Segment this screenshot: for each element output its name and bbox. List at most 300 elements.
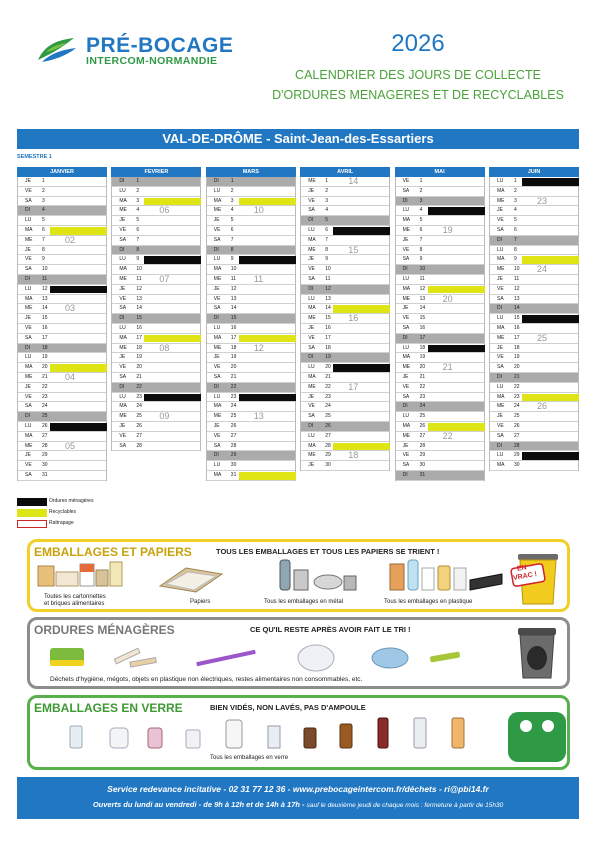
day-name: VE: [25, 393, 32, 400]
papiers-icon: [156, 564, 226, 594]
day-number: 25: [136, 413, 142, 420]
day-name: MA: [119, 266, 127, 273]
day-name: MA: [497, 393, 505, 400]
day-number: 26: [42, 422, 48, 429]
day-row: [207, 314, 295, 324]
day-name: ME: [308, 452, 316, 459]
day-number: 22: [42, 383, 48, 390]
day-row: [396, 304, 484, 314]
collecte-ordures-marker: [522, 178, 579, 186]
day-row: [396, 451, 484, 461]
week-number: 25: [537, 332, 548, 343]
day-row: [396, 412, 484, 422]
footer-hours-line: [17, 800, 579, 809]
day-name: SA: [119, 442, 127, 449]
day-row: [112, 432, 200, 442]
day-name: VE: [497, 217, 504, 224]
day-name: ME: [308, 246, 316, 253]
day-number: 10: [136, 266, 142, 273]
day-row: [396, 216, 484, 226]
collecte-recyclables-marker: [239, 198, 296, 206]
day-number: 29: [514, 452, 520, 459]
day-row: [207, 334, 295, 344]
day-row: [18, 353, 106, 363]
week-number: 22: [442, 430, 453, 441]
day-name: LU: [213, 256, 221, 263]
day-number: 16: [514, 324, 520, 331]
collecte-recyclables-marker: [522, 256, 579, 264]
day-row: [490, 304, 578, 314]
day-number: 5: [514, 217, 517, 224]
day-number: 2: [42, 187, 45, 194]
day-name: ME: [25, 236, 33, 243]
day-number: 12: [514, 285, 520, 292]
day-number: 4: [514, 207, 517, 214]
day-name: DI: [25, 413, 30, 420]
day-name: ME: [497, 266, 505, 273]
day-row: [396, 177, 484, 187]
day-number: 17: [42, 334, 48, 341]
day-name: VE: [213, 364, 221, 371]
day-number: 4: [325, 207, 328, 214]
day-name: ME: [497, 197, 505, 204]
month-header: JUIN: [489, 167, 579, 177]
day-row: [396, 353, 484, 363]
week-number: 14: [348, 176, 359, 186]
day-number: 3: [136, 197, 140, 204]
day-number: 8: [230, 246, 234, 253]
day-name: SA: [497, 295, 504, 302]
document-subtitle: [260, 65, 576, 105]
logo-title: PRÉ-BOCAGE: [86, 34, 234, 57]
day-name: VE: [402, 246, 410, 253]
day-number: 19: [230, 354, 237, 361]
day-row: [490, 442, 578, 452]
day-name: VE: [25, 462, 32, 469]
day-row: [396, 373, 484, 383]
day-row: [490, 246, 578, 256]
day-row: [207, 265, 295, 275]
day-row: [396, 265, 484, 275]
day-name: LU: [119, 256, 126, 263]
day-number: 15: [325, 315, 331, 322]
day-number: 29: [325, 452, 331, 459]
week-number: 15: [348, 244, 359, 255]
day-number: 20: [514, 364, 520, 371]
day-number: 4: [136, 207, 140, 214]
day-number: 4: [419, 207, 423, 214]
day-name: VE: [402, 383, 410, 390]
day-number: 19: [325, 354, 331, 361]
panel-message-emballages: TOUS LES EMBALLAGES ET TOUS LES PAPIERS SE TRIENT !: [216, 547, 440, 556]
day-row: [490, 451, 578, 461]
month-days: [300, 177, 390, 471]
day-name: JE: [497, 207, 503, 214]
day-row: [396, 236, 484, 246]
logo-subtitle: INTERCOM-NORMANDIE: [86, 55, 218, 67]
day-name: DI: [213, 178, 219, 184]
footer-contact-line: Service redevance incitative - 02 31 77 12 36 - www.prebocageintercom.fr/déchets - ri@pbi14.fr: [107, 784, 489, 794]
day-number: 23: [514, 393, 520, 400]
day-row: [207, 461, 295, 471]
day-name: LU: [497, 315, 504, 322]
day-number: 24: [419, 403, 426, 410]
month-column-juin: [489, 167, 579, 471]
day-name: DI: [25, 275, 30, 282]
day-name: VE: [308, 403, 315, 410]
day-number: 9: [325, 256, 328, 263]
day-number: 25: [42, 413, 48, 420]
day-number: 5: [136, 217, 140, 224]
day-row: [490, 177, 578, 187]
day-name: JE: [402, 442, 409, 449]
day-name: MA: [213, 266, 222, 273]
day-row: [301, 216, 389, 226]
day-name: SA: [308, 344, 315, 351]
collecte-recyclables-marker: [333, 305, 390, 313]
leaf-logo-icon: [36, 34, 78, 64]
day-number: 20: [325, 364, 331, 371]
day-name: VE: [497, 285, 504, 292]
day-number: 24: [514, 403, 520, 410]
month-column-avril: [300, 167, 390, 471]
day-row: [207, 275, 295, 285]
day-number: 17: [325, 334, 331, 341]
day-name: JE: [213, 285, 220, 292]
day-name: ME: [25, 305, 33, 312]
day-number: 5: [325, 217, 328, 224]
day-name: VE: [25, 187, 32, 194]
day-name: VE: [402, 178, 410, 184]
day-row: [207, 393, 295, 403]
panel-title-verre: EMBALLAGES EN VERRE: [34, 701, 183, 715]
day-row: [207, 442, 295, 452]
day-number: 5: [419, 217, 423, 224]
day-row: [207, 216, 295, 226]
day-number: 25: [514, 413, 520, 420]
day-number: 13: [230, 295, 237, 302]
day-name: VE: [213, 226, 221, 233]
day-row: [490, 344, 578, 354]
verre-items-icon: [64, 714, 504, 754]
panel-title-ordures: ORDURES MÉNAGÈRES: [34, 623, 175, 637]
day-number: 21: [136, 373, 142, 380]
day-row: [490, 422, 578, 432]
day-row: [396, 432, 484, 442]
day-number: 11: [42, 275, 48, 282]
day-row: [301, 383, 389, 393]
week-number: 02: [65, 234, 76, 245]
month-column-janvier: [17, 167, 107, 481]
day-row: [490, 461, 578, 471]
day-name: LU: [308, 364, 315, 371]
day-number: 13: [514, 295, 520, 302]
day-name: MA: [402, 285, 411, 292]
day-row: [112, 295, 200, 305]
day-row: [301, 451, 389, 461]
week-number: 13: [253, 411, 264, 422]
footer-hours-note: sauf le deuxième jeudi de chaque mois : fermeture à partir de 15h30: [306, 802, 504, 809]
day-number: 28: [136, 442, 142, 449]
day-name: LU: [25, 217, 32, 224]
day-name: SA: [213, 236, 221, 243]
week-number: 26: [537, 401, 548, 412]
day-number: 23: [230, 393, 237, 400]
day-row: [207, 197, 295, 207]
day-name: LU: [25, 354, 32, 361]
footer-hours: Ouverts du lundi au vendredi - de 9h à 12h et de 14h à 17h -: [92, 800, 307, 809]
day-number: 10: [325, 266, 331, 273]
day-number: 27: [42, 432, 48, 439]
day-row: [301, 373, 389, 383]
day-number: 9: [419, 256, 423, 263]
day-number: 7: [42, 236, 45, 243]
day-number: 7: [419, 236, 423, 243]
day-number: 27: [325, 432, 331, 439]
collecte-ordures-marker: [239, 394, 296, 402]
day-number: 28: [230, 442, 237, 449]
collecte-ordures-marker: [333, 227, 390, 235]
semester-label: SEMESTRE 1: [17, 154, 52, 160]
collecte-recyclables-marker: [522, 394, 579, 402]
day-row: [112, 314, 200, 324]
day-name: DI: [402, 334, 408, 341]
day-row: [301, 265, 389, 275]
day-number: 7: [230, 236, 234, 243]
day-number: 2: [325, 187, 328, 194]
day-name: SA: [402, 256, 410, 263]
day-number: 4: [42, 207, 45, 214]
day-name: SA: [25, 403, 32, 410]
week-number: 12: [253, 342, 264, 353]
day-row: [301, 422, 389, 432]
day-name: SA: [119, 236, 127, 243]
day-row: [18, 226, 106, 236]
day-name: VE: [402, 452, 410, 459]
day-row: [490, 402, 578, 412]
day-name: LU: [402, 413, 409, 420]
day-number: 13: [419, 295, 426, 302]
day-name: SA: [402, 393, 410, 400]
legend-label-recyclables: Recyclables: [49, 509, 76, 515]
day-number: 30: [42, 462, 48, 469]
day-row: [112, 412, 200, 422]
day-name: ME: [402, 432, 411, 439]
day-number: 10: [230, 266, 237, 273]
day-number: 30: [419, 462, 426, 469]
day-name: LU: [308, 226, 315, 233]
day-number: 30: [514, 462, 520, 469]
day-number: 21: [42, 373, 48, 380]
day-row: [112, 246, 200, 256]
day-name: MA: [497, 462, 505, 469]
day-number: 6: [325, 226, 328, 233]
day-row: [207, 285, 295, 295]
week-number: 24: [537, 264, 548, 275]
day-name: SA: [213, 373, 221, 380]
day-row: [112, 206, 200, 216]
day-row: [301, 236, 389, 246]
day-number: 10: [42, 266, 48, 273]
day-number: 17: [136, 334, 142, 341]
day-row: [396, 295, 484, 305]
day-number: 24: [325, 403, 331, 410]
day-row: [396, 246, 484, 256]
day-number: 2: [514, 187, 517, 194]
collecte-ordures-marker: [144, 394, 201, 402]
day-row: [490, 314, 578, 324]
day-name: SA: [402, 187, 410, 194]
day-number: 23: [419, 393, 426, 400]
month-column-fevrier: [111, 167, 201, 451]
collecte-ordures-marker: [428, 345, 485, 353]
day-name: LU: [213, 324, 221, 331]
day-name: JE: [213, 354, 220, 361]
day-name: DI: [497, 236, 502, 243]
day-number: 23: [42, 393, 48, 400]
day-name: MA: [308, 236, 316, 243]
day-name: LU: [25, 422, 32, 429]
day-row: [490, 393, 578, 403]
day-name: JE: [25, 383, 31, 390]
day-row: [396, 393, 484, 403]
day-number: 6: [514, 226, 517, 233]
day-name: DI: [213, 246, 219, 253]
day-number: 25: [325, 413, 331, 420]
day-row: [301, 295, 389, 305]
day-number: 16: [42, 324, 48, 331]
day-row: [18, 216, 106, 226]
month-header: JANVIER: [17, 167, 107, 177]
day-row: [207, 422, 295, 432]
day-name: JE: [25, 315, 31, 322]
day-number: 14: [514, 305, 520, 312]
day-name: SA: [308, 413, 315, 420]
day-number: 28: [325, 442, 331, 449]
day-number: 8: [325, 246, 328, 253]
day-number: 1: [42, 178, 45, 184]
day-number: 27: [419, 432, 426, 439]
legend-swatch-rattrapage: [17, 520, 47, 528]
day-number: 7: [514, 236, 517, 243]
day-number: 28: [514, 442, 520, 449]
day-number: 2: [230, 187, 234, 194]
day-number: 14: [136, 305, 142, 312]
day-row: [18, 412, 106, 422]
caption-cartons-2: et briques alimentaires: [44, 601, 105, 607]
day-row: [207, 451, 295, 461]
day-row: [490, 334, 578, 344]
collecte-recyclables-marker: [428, 423, 485, 431]
day-row: [18, 314, 106, 324]
day-number: 27: [514, 432, 520, 439]
day-number: 1: [514, 178, 517, 184]
day-name: LU: [213, 462, 221, 469]
caption-metal: Tous les emballages en métal: [264, 599, 344, 605]
day-number: 15: [230, 315, 237, 322]
day-name: MA: [119, 334, 127, 341]
day-number: 8: [136, 246, 140, 253]
day-name: LU: [213, 187, 221, 194]
day-row: [18, 393, 106, 403]
day-row: [18, 402, 106, 412]
week-number: 21: [442, 362, 453, 373]
day-row: [18, 324, 106, 334]
day-name: JE: [119, 217, 126, 224]
commune-banner: VAL-DE-DRÔME - Saint-Jean-des-Essartiers: [17, 129, 579, 149]
day-row: [112, 363, 200, 373]
day-number: 12: [136, 285, 142, 292]
day-name: MA: [213, 403, 222, 410]
day-number: 18: [514, 344, 520, 351]
day-name: DI: [497, 373, 502, 380]
collecte-ordures-marker: [50, 423, 107, 431]
day-row: [490, 216, 578, 226]
day-number: 22: [419, 383, 426, 390]
day-number: 5: [42, 217, 45, 224]
day-row: [207, 295, 295, 305]
day-number: 2: [136, 187, 140, 194]
collecte-recyclables-marker: [50, 227, 107, 235]
day-row: [301, 334, 389, 344]
day-name: DI: [497, 442, 502, 449]
day-number: 29: [230, 452, 237, 459]
day-number: 28: [42, 442, 48, 449]
badge-vrac: VRAC !: [512, 570, 538, 583]
day-row: [396, 402, 484, 412]
day-row: [18, 236, 106, 246]
day-row: [18, 432, 106, 442]
day-row: [396, 363, 484, 373]
week-number: 23: [537, 195, 548, 206]
day-name: JE: [308, 462, 315, 469]
collecte-recyclables-marker: [239, 472, 296, 480]
day-name: SA: [25, 266, 32, 273]
day-number: 31: [42, 471, 48, 478]
day-name: VE: [402, 315, 410, 322]
day-number: 6: [230, 226, 234, 233]
day-number: 13: [42, 295, 48, 302]
caption-cartons-1: Toutes les cartonnettes: [44, 594, 106, 600]
week-number: 09: [159, 411, 170, 422]
day-name: JE: [119, 285, 126, 292]
day-row: [18, 461, 106, 471]
day-number: 21: [514, 373, 520, 380]
day-name: DI: [402, 197, 408, 204]
day-name: SA: [213, 442, 221, 449]
day-name: LU: [119, 393, 126, 400]
day-name: ME: [402, 295, 411, 302]
ordures-items-icon: [46, 640, 466, 674]
day-row: [301, 412, 389, 422]
day-row: [490, 363, 578, 373]
day-name: JE: [119, 354, 126, 361]
month-header: FEVRIER: [111, 167, 201, 177]
emballages-plastique-icon: [386, 556, 506, 596]
day-row: [207, 373, 295, 383]
day-number: 19: [514, 354, 520, 361]
day-name: VE: [119, 432, 127, 439]
day-row: [18, 344, 106, 354]
day-number: 25: [419, 413, 426, 420]
year-title: 2026: [391, 30, 445, 57]
day-number: 1: [419, 178, 423, 184]
day-name: MA: [25, 364, 33, 371]
day-name: SA: [497, 432, 504, 439]
day-name: ME: [308, 178, 316, 184]
day-number: 27: [230, 432, 237, 439]
day-row: [112, 334, 200, 344]
